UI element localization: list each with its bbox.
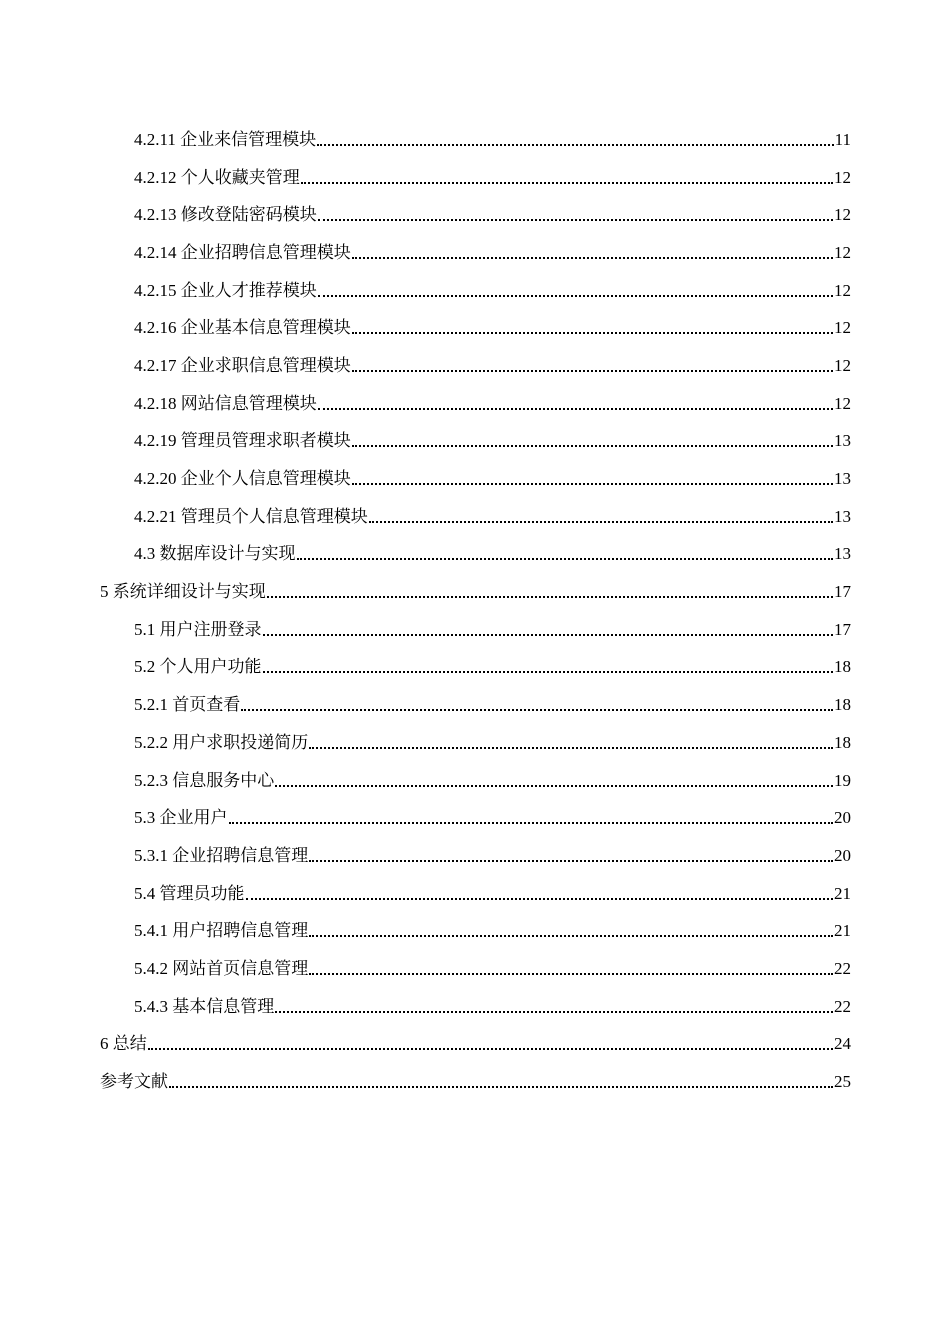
toc-entry[interactable]: [0, 723, 950, 761]
toc-entry-title: 5.2.1 首页查看: [134, 695, 241, 715]
toc-entry-page-number: 25: [834, 1072, 851, 1092]
toc-entry-line: [134, 844, 851, 866]
toc-entry[interactable]: [0, 195, 950, 233]
toc-entry-line: [134, 279, 851, 301]
toc-entry-page-number: 24: [834, 1034, 851, 1054]
toc-entry-page-number: 13: [834, 506, 851, 526]
toc-dot-leader: [352, 425, 833, 447]
toc-entry-title: 4.2.11 企业来信管理模块: [134, 129, 317, 149]
toc-dot-leader: [148, 1028, 833, 1050]
toc-entry[interactable]: [0, 761, 950, 799]
toc-entry-page-number: 18: [834, 732, 851, 752]
toc-dot-leader: [352, 350, 833, 372]
toc-dot-leader: [352, 312, 833, 334]
toc-dot-leader: [241, 689, 833, 711]
toc-entry-line: [134, 882, 851, 904]
toc-entry-page-number: 21: [834, 883, 851, 903]
toc-entry-title: 4.2.20 企业个人信息管理模块: [134, 469, 351, 489]
toc-entry-line: [100, 1070, 851, 1092]
toc-entry-title: 4.2.15 企业人才推荐模块: [134, 280, 317, 300]
toc-dot-leader: [229, 802, 834, 824]
toc-dot-leader: [263, 651, 834, 673]
toc-entry[interactable]: [0, 836, 950, 874]
toc-entry-title: 4.2.14 企业招聘信息管理模块: [134, 242, 351, 262]
toc-entry-line: [134, 806, 851, 828]
toc-entry-line: [134, 505, 851, 527]
toc-entry-title: 4.2.18 网站信息管理模块: [134, 393, 317, 413]
toc-entry-title: 5.2.2 用户求职投递简历: [134, 732, 309, 752]
toc-entry[interactable]: [0, 535, 950, 573]
toc-entry[interactable]: [0, 308, 950, 346]
toc-entry-line: [134, 919, 851, 941]
toc-entry-page-number: 12: [834, 280, 851, 300]
toc-entry-page-number: 12: [834, 167, 851, 187]
toc-entry-line: [134, 618, 851, 640]
toc-dot-leader: [352, 463, 833, 485]
toc-dot-leader: [352, 237, 833, 259]
toc-entry-line: [134, 467, 851, 489]
toc-entry-page-number: 20: [834, 845, 851, 865]
toc-entry-page-number: 12: [834, 355, 851, 375]
toc-entry-page-number: 13: [834, 544, 851, 564]
toc-entry[interactable]: [0, 120, 950, 158]
toc-entry[interactable]: [0, 874, 950, 912]
toc-entry-title: 5.3.1 企业招聘信息管理: [134, 845, 309, 865]
toc-entry-line: [134, 769, 851, 791]
table-of-contents: [0, 120, 950, 1100]
toc-dot-leader: [275, 991, 833, 1013]
toc-dot-leader: [318, 388, 833, 410]
toc-entry-page-number: 12: [834, 318, 851, 338]
toc-entry[interactable]: [0, 422, 950, 460]
toc-entry-title: 5.4.1 用户招聘信息管理: [134, 921, 309, 941]
toc-dot-leader: [301, 162, 833, 184]
toc-entry-line: [134, 542, 851, 564]
toc-entry[interactable]: [0, 384, 950, 422]
toc-entry-line: [134, 957, 851, 979]
toc-entry-page-number: 13: [834, 431, 851, 451]
toc-entry-page-number: 22: [834, 958, 851, 978]
toc-entry-title: 参考文献: [100, 1072, 168, 1092]
toc-entry[interactable]: [0, 987, 950, 1025]
toc-dot-leader: [318, 199, 833, 221]
toc-entry[interactable]: [0, 610, 950, 648]
toc-entry-title: 4.2.17 企业求职信息管理模块: [134, 355, 351, 375]
toc-dot-leader: [309, 953, 833, 975]
toc-dot-leader: [169, 1066, 833, 1088]
toc-entry-line: [100, 580, 851, 602]
toc-entry-page-number: 19: [834, 770, 851, 790]
toc-entry-page-number: 22: [834, 996, 851, 1016]
toc-dot-leader: [318, 275, 833, 297]
toc-entry[interactable]: [0, 572, 950, 610]
toc-entry-line: [100, 1032, 851, 1054]
toc-entry-page-number: 17: [834, 619, 851, 639]
toc-entry-page-number: 18: [834, 695, 851, 715]
toc-entry-line: [134, 128, 851, 150]
toc-entry-title: 4.2.12 个人收藏夹管理: [134, 167, 300, 187]
toc-entry-title: 4.3 数据库设计与实现: [134, 544, 296, 564]
toc-entry-title: 4.2.13 修改登陆密码模块: [134, 205, 317, 225]
toc-entry[interactable]: [0, 271, 950, 309]
toc-entry[interactable]: [0, 798, 950, 836]
toc-entry-title: 5.2 个人用户功能: [134, 657, 262, 677]
toc-entry-page-number: 20: [834, 808, 851, 828]
toc-entry-title: 5.1 用户注册登录: [134, 619, 262, 639]
toc-dot-leader: [246, 878, 834, 900]
toc-entry-line: [134, 316, 851, 338]
toc-entry[interactable]: [0, 911, 950, 949]
toc-entry-page-number: 21: [834, 921, 851, 941]
toc-dot-leader: [263, 614, 834, 636]
toc-entry-page-number: 18: [834, 657, 851, 677]
toc-entry-page-number: 12: [834, 205, 851, 225]
toc-entry-title: 5.3 企业用户: [134, 808, 228, 828]
toc-entry-title: 5.4.2 网站首页信息管理: [134, 958, 309, 978]
toc-entry-title: 4.2.21 管理员个人信息管理模块: [134, 506, 368, 526]
toc-dot-leader: [369, 501, 833, 523]
toc-entry-page-number: 11: [834, 129, 851, 149]
toc-dot-leader: [297, 538, 834, 560]
toc-entry-title: 5.4 管理员功能: [134, 883, 245, 903]
toc-entry-line: [134, 429, 851, 451]
toc-entry-line: [134, 655, 851, 677]
toc-entry-title: 5.4.3 基本信息管理: [134, 996, 275, 1016]
toc-dot-leader: [267, 576, 833, 598]
toc-entry-line: [134, 731, 851, 753]
toc-entry[interactable]: [0, 685, 950, 723]
toc-entry[interactable]: [0, 158, 950, 196]
toc-entry-line: [134, 392, 851, 414]
toc-dot-leader: [309, 727, 833, 749]
toc-entry-title: 4.2.19 管理员管理求职者模块: [134, 431, 351, 451]
toc-entry-line: [134, 995, 851, 1017]
toc-entry-title: 5 系统详细设计与实现: [100, 582, 266, 602]
toc-entry-line: [134, 354, 851, 376]
toc-entry[interactable]: [0, 346, 950, 384]
toc-entry[interactable]: [0, 1025, 950, 1063]
toc-entry-page-number: 13: [834, 469, 851, 489]
toc-entry-line: [134, 166, 851, 188]
toc-entry[interactable]: [0, 497, 950, 535]
toc-dot-leader: [317, 124, 834, 146]
toc-entry-line: [134, 693, 851, 715]
toc-entry-page-number: 12: [834, 393, 851, 413]
toc-entry[interactable]: [0, 648, 950, 686]
toc-entry-line: [134, 241, 851, 263]
toc-entry-title: 6 总结: [100, 1034, 147, 1054]
toc-dot-leader: [275, 765, 833, 787]
toc-entry[interactable]: [0, 1062, 950, 1100]
toc-entry[interactable]: [0, 233, 950, 271]
toc-entry-line: [134, 203, 851, 225]
toc-entry-page-number: 17: [834, 582, 851, 602]
toc-dot-leader: [309, 915, 833, 937]
toc-entry[interactable]: [0, 459, 950, 497]
toc-entry[interactable]: [0, 949, 950, 987]
toc-entry-title: 5.2.3 信息服务中心: [134, 770, 275, 790]
toc-entry-page-number: 12: [834, 242, 851, 262]
toc-dot-leader: [309, 840, 833, 862]
toc-entry-title: 4.2.16 企业基本信息管理模块: [134, 318, 351, 338]
